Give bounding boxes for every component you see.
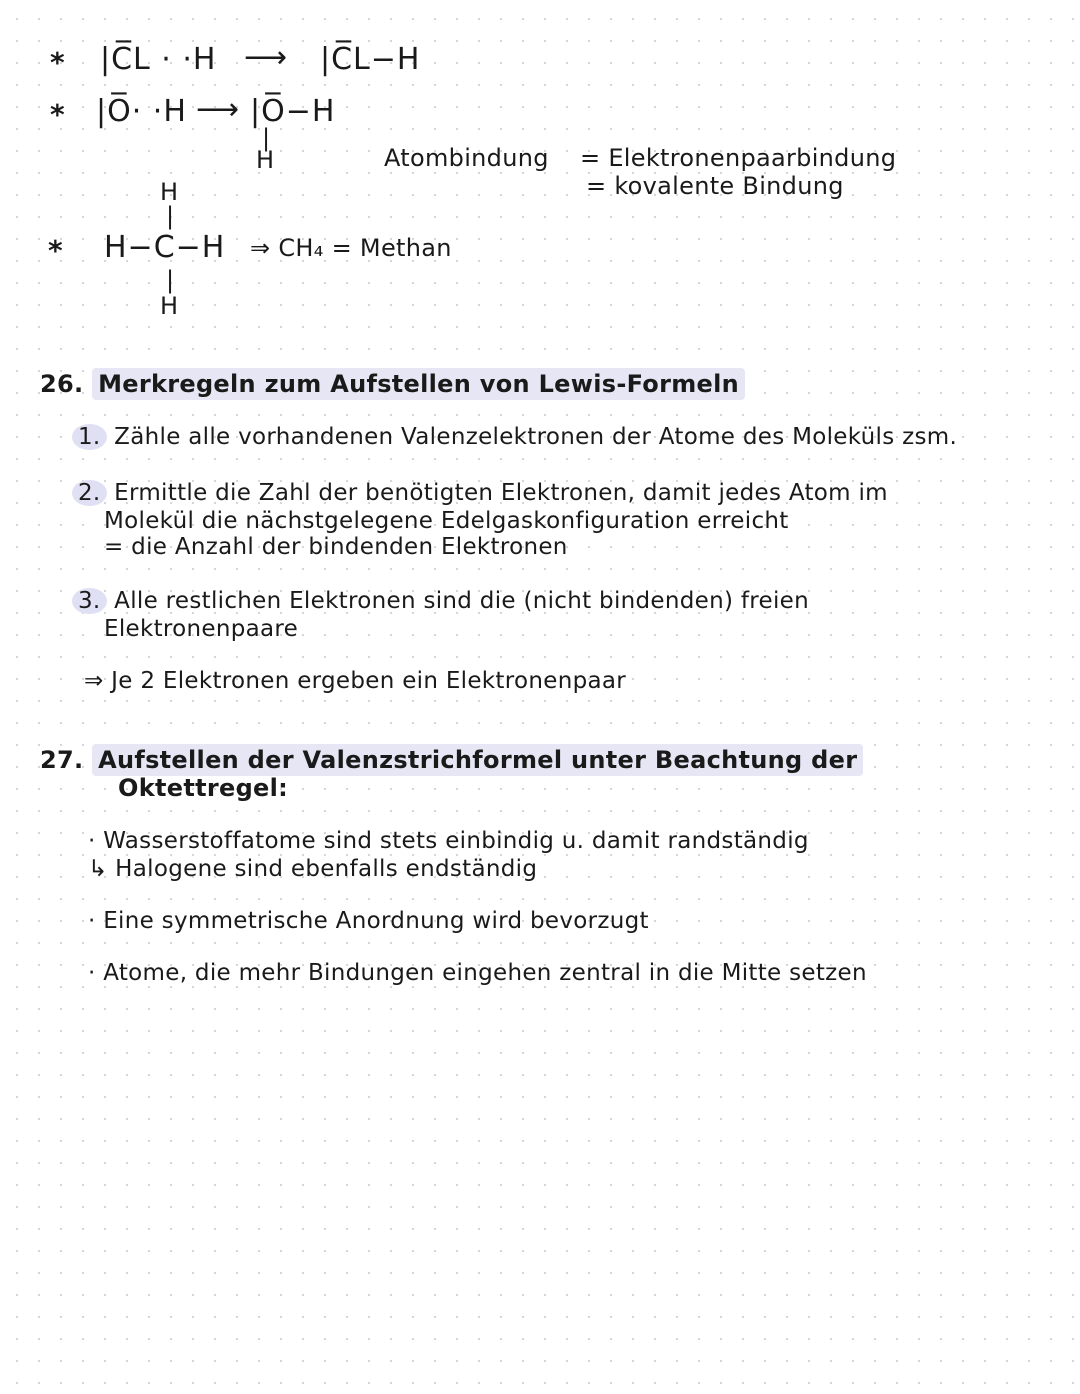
guideline-item: · Atome, die mehr Bindungen eingehen zentral in die Mitte setzen xyxy=(88,960,867,986)
bullet-star: * xyxy=(50,98,65,131)
hydrogen-atom-top: H xyxy=(160,178,179,206)
definition-equivalent-2: = kovalente Bindung xyxy=(586,172,844,200)
bullet-star: * xyxy=(48,234,63,267)
section-title: Aufstellen der Valenzstrichformel unter Beachtung der xyxy=(92,744,863,776)
arrow-icon: ⟶ xyxy=(244,40,289,75)
section-27-heading xyxy=(40,746,863,774)
section-title-continued: Oktettregel: xyxy=(118,774,289,802)
hcl-product: |C̅L−H xyxy=(320,42,421,77)
rule-number: 1. xyxy=(72,424,107,450)
hydrogen-atom: H xyxy=(256,146,275,174)
guideline-item: · Wasserstoffatome sind stets einbindig u. damit randständig xyxy=(88,828,809,854)
rule-1 xyxy=(72,424,957,450)
oh-product: |O̅−H xyxy=(250,94,336,129)
bond-vertical-bottom: | xyxy=(166,266,175,294)
bullet-star: * xyxy=(50,46,65,79)
hcl-reactants: |C̅L · ·H xyxy=(100,42,217,77)
guideline-item: · Eine symmetrische Anordnung wird bevorzugt xyxy=(88,908,649,934)
rule-text: Ermittle die Zahl der benötigten Elektronen, damit jedes Atom im xyxy=(114,480,888,506)
bond-vertical: | xyxy=(262,124,271,152)
rule-number: 2. xyxy=(72,480,107,506)
methane-structure: H−C−H xyxy=(104,230,226,265)
definition-equivalent-1: = Elektronenpaarbindung xyxy=(580,144,897,172)
definition-term: Atombindung xyxy=(384,144,549,172)
arrow-icon: ⟶ xyxy=(196,92,241,127)
oh-reactants: |O̅· ·H xyxy=(96,94,187,129)
hydrogen-atom-bottom: H xyxy=(160,292,179,320)
rule-text: = die Anzahl der bindenden Elektronen xyxy=(104,534,568,560)
methane-formula: ⇒ CH₄ = Methan xyxy=(250,234,452,262)
rule-text: Elektronenpaare xyxy=(104,616,299,642)
section-26-heading xyxy=(40,370,745,398)
rule-number: 3. xyxy=(72,588,107,614)
section-number: 26. xyxy=(40,370,84,398)
bond-vertical-top: | xyxy=(166,202,175,230)
guideline-subitem: ↳ Halogene sind ebenfalls endständig xyxy=(88,856,538,882)
section-number: 27. xyxy=(40,746,84,774)
rule-2 xyxy=(72,480,888,506)
rule-text: Molekül die nächstgelegene Edelgaskonfiguration erreicht xyxy=(104,508,789,534)
rule-text: Alle restlichen Elektronen sind die (nicht bindenden) freien xyxy=(114,588,809,614)
section-title: Merkregeln zum Aufstellen von Lewis-Formeln xyxy=(92,368,745,400)
rule-text: Zähle alle vorhandenen Valenzelektronen der Atome des Moleküls zsm. xyxy=(114,424,958,450)
rule-conclusion: ⇒ Je 2 Elektronen ergeben ein Elektronenpaar xyxy=(84,668,627,694)
rule-3 xyxy=(72,588,809,614)
